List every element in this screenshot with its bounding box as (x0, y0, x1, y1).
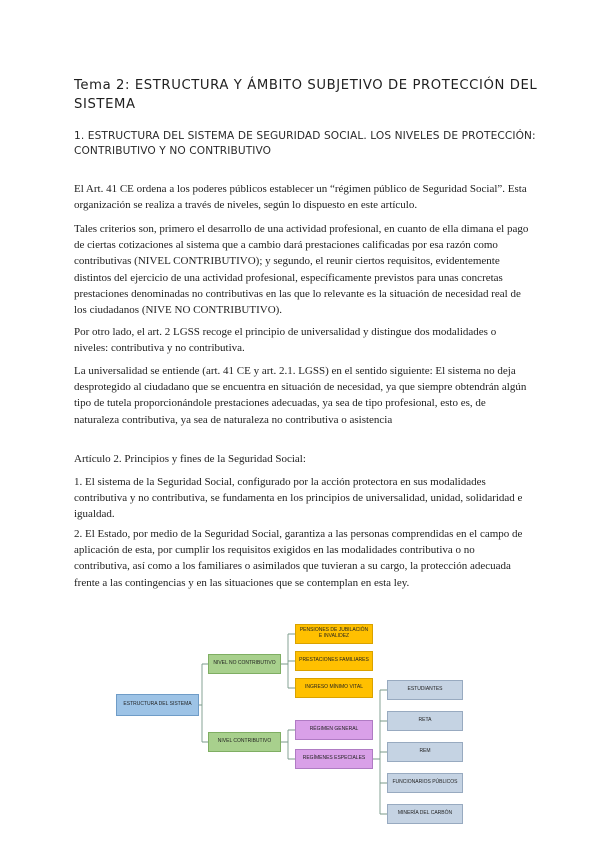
regimen-general-box: RÉGIMEN GENERAL (295, 720, 373, 740)
paragraph-5 (74, 451, 532, 467)
structure-diagram (110, 618, 570, 832)
paragraph-text: Por otro lado, el art. 2 LGSS recoge el principio de universalidad y distingue dos modalidades o niveles: contributiva y no contributiva. (74, 326, 497, 355)
estudiantes-box: ESTUDIANTES (387, 680, 463, 700)
prestaciones-familiares-box: PRESTACIONES FAMILIARES (295, 651, 373, 671)
ingreso-minimo-vital-box: INGRESO MÍNIMO VITAL (295, 678, 373, 698)
funcionarios-publicos-box: FUNCIONARIOS PÚBLICOS (387, 773, 463, 793)
paragraph-text: La universalidad se entiende (art. 41 CE y art. 2.1. LGSS) en el sentido siguiente: El sistema no deja desprotegido al ciudadano que se encuentra en situación de necesidad, ya que siempre obtendrán algún tipo de tutela proporcionándole prestaciones adecuadas, ya sea de tipo profesional, esto es, de naturaleza contributiva, ya sea de naturaleza no contributiva o asistencia (74, 365, 527, 426)
page-title: Tema 2: ESTRUCTURA Y ÁMBITO SUBJETIVO DE PROTECCIÓN DEL SISTEMA (74, 78, 538, 112)
nivel-no-contributivo-box: NIVEL NO CONTRIBUTIVO (208, 654, 281, 674)
paragraph-1 (74, 181, 532, 213)
paragraph-4 (74, 363, 532, 428)
paragraph-text: Artículo 2. Principios y fines de la Seguridad Social: (74, 453, 306, 465)
root-connector (199, 664, 208, 742)
paragraph-7 (74, 526, 532, 591)
paragraph-text: El Art. 41 CE ordena a los poderes públicos establecer un “régimen público de Seguridad Social”. Esta organización se realiza a través de niveles, según lo dispuesto en este artículo. (74, 183, 527, 212)
paragraph-2 (74, 221, 532, 318)
nivel-contributivo-box: NIVEL CONTRIBUTIVO (208, 732, 281, 752)
pensiones-box: PENSIONES DE JUBILACIÓN E INVALIDEZ (295, 624, 373, 644)
diagram-root-box: ESTRUCTURA DEL SISTEMA (116, 694, 199, 716)
paragraph-text: Tales criterios son, primero el desarrollo de una actividad profesional, en cuanto de ella dimana el pago de ciertas cotizaciones al sistema que a cambio dará prestaciones calificadas por esa razón como contributivas (NIVEL CONTRIBUTIVO); y segundo, el reunir ciertos requisitos, evidentemente distintos del ejercicio de una actividad profesional, específicamente previstos para unas concretas prestaciones denominadas no contributivas en las que lo relevante es la situación de necesidad real de los ciudadanos (NIVE NO CONTRIBUTIVO). (74, 223, 529, 317)
reta-box: RETA (387, 711, 463, 731)
especiales-connector (373, 690, 387, 814)
paragraph-3 (74, 324, 532, 356)
paragraph-text: 2. El Estado, por medio de la Seguridad Social, garantiza a las personas comprendidas en el campo de aplicación de esta, por cumplir los requisitos exigidos en las modalidades contributiva o no contributiva, así como a los familiares o asimilados que tuvieran a su cargo, la protección adecuada frente a las contingencias y en las situaciones que se contemplan en esta ley. (74, 528, 523, 589)
rem-box: REM (387, 742, 463, 762)
paragraph-text: 1. El sistema de la Seguridad Social, configurado por la acción protectora en sus modalidades contributiva y no contributiva, se fundamenta en los principios de universalidad, unidad, solidaridad e igualdad. (74, 476, 523, 521)
contributivo-connector (281, 730, 295, 759)
regimenes-especiales-box: REGÍMENES ESPECIALES (295, 749, 373, 769)
mineria-del-carbon-box: MINERÍA DEL CARBÓN (387, 804, 463, 824)
no-contributivo-connector (281, 634, 295, 688)
paragraph-6 (74, 474, 532, 523)
section-heading: 1. ESTRUCTURA DEL SISTEMA DE SEGURIDAD SOCIAL. LOS NIVELES DE PROTECCIÓN: CONTRIBUTIVO Y NO CONTRIBUTIVO (74, 130, 536, 157)
